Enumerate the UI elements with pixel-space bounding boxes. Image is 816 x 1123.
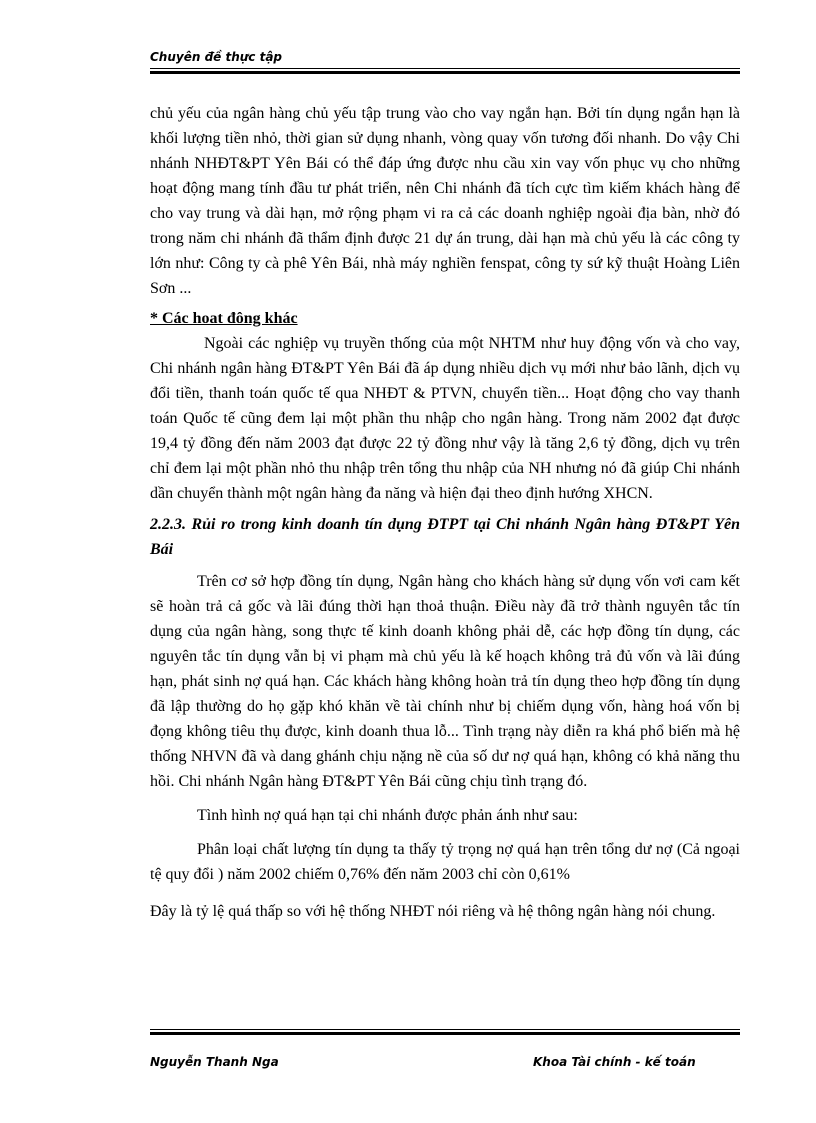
- paragraph-6: Đây là tỷ lệ quá thấp so với hệ thống NHĐT nói riêng và hệ thông ngân hàng nói chung.: [150, 903, 716, 920]
- paragraph-3: Trên cơ sở hợp đồng tín dụng, Ngân hàng cho khách hàng sử dụng vốn vơi cam kết sẽ hoàn trả cả gốc và lãi đúng thời hạn thoả thuận. Điều này đã trở thành nguyên tắc tín dụng của ngân hàng, song thực tế kinh doanh không phải dễ, các hợp đồng tín dụng, các nguyên tắc tín dụng vẫn bị vi phạm mà chủ yếu là kế hoạch không trả đủ vốn và lãi đúng hạn, phát sinh nợ quá hạn. Các khách hàng không hoàn trả tín dụng theo hợp đồng tín dụng đã lập thường do họ gặp khó khăn về tài chính như bị chiếm dụng vốn, hàng hoá vốn bị đọng không tiêu thụ được, kinh doanh thua lỗ... Tình trạng này diễn ra khá phổ biến mà hệ thống NHVN đã và dang ghánh chịu nặng nề của số dư nợ quá hạn, không có khả năng thu hồi. Chi nhánh Ngân hàng ĐT&PT Yên Bái cũng chịu tình trạng đó.: [150, 573, 740, 790]
- paragraph-1: chủ yếu của ngân hàng chủ yếu tập trung vào cho vay ngắn hạn. Bởi tín dụng ngắn hạn là khối lượng tiền nhỏ, thời gian sử dụng nhanh, vòng quay vốn tương đối nhanh. Do vậy Chi nhánh NHĐT&PT Yên Bái có thể đáp ứng được nhu cầu xin vay vốn phục vụ cho những hoạt động mang tính đầu tư phát triển, nên Chi nhánh đã tích cực tìm kiếm khách hàng để cho vay trung và dài hạn, mở rộng phạm vi ra cả các doanh nghiệp ngoài địa bàn, nhờ đó trong năm chi nhánh đã thẩm định được 21 dự án trung, dài hạn mà chủ yếu là các công ty lớn như: Công ty cà phê Yên Bái, nhà máy nghiền fenspat, công ty sứ kỹ thuật Hoàng Liên Sơn ...: [150, 105, 740, 297]
- header-divider: [150, 68, 740, 74]
- paragraph-4: Tình hình nợ quá hạn tại chi nhánh được phản ánh như sau:: [197, 807, 578, 824]
- paragraph-2: Ngoài các nghiệp vụ truyền thống của một NHTM như huy động vốn và cho vay, Chi nhánh ngân hàng ĐT&PT Yên Bái đã áp dụng nhiều dịch vụ mới như bảo lãnh, dịch vụ đổi tiền, thanh toán quốc tế qua NHĐT & PTVN, chuyển tiền... Hoạt động cho vay thanh toán Quốc tế cũng đem lại một phần thu nhập cho ngân hàng. Trong năm 2002 đạt được 19,4 tỷ đồng đến năm 2003 đạt được 22 tỷ đồng như vậy là tăng 2,6 tỷ đồng, dịch vụ trên chỉ đem lại một phần nhỏ thu nhập trên tổng thu nhập của NH nhưng nó đã giúp Chi nhánh dần chuyển thành một ngân hàng đa năng và hiện đại theo định hướng XHCN.: [150, 335, 740, 502]
- section-heading-2-2-3: 2.2.3. Rủi ro trong kinh doanh tín dụng ĐTPT tại Chi nhánh Ngân hàng ĐT&PT Yên Bái: [150, 516, 740, 558]
- paragraph-5: Phân loại chất lượng tín dụng ta thấy tỷ trọng nợ quá hạn trên tổng dư nợ (Cả ngoại tệ quy đổi ) năm 2002 chiếm 0,76% đến năm 2003 chỉ còn 0,61%: [150, 841, 740, 883]
- footer-department: Khoa Tài chính - kế toán: [533, 1055, 696, 1069]
- page-body: [150, 101, 740, 924]
- footer-divider: [150, 1029, 740, 1035]
- footer-author: Nguyễn Thanh Nga: [150, 1055, 279, 1069]
- section-heading-other-activities: * Các hoat đông khác: [150, 310, 298, 327]
- running-header-title: Chuyên đề thực tập: [150, 50, 283, 64]
